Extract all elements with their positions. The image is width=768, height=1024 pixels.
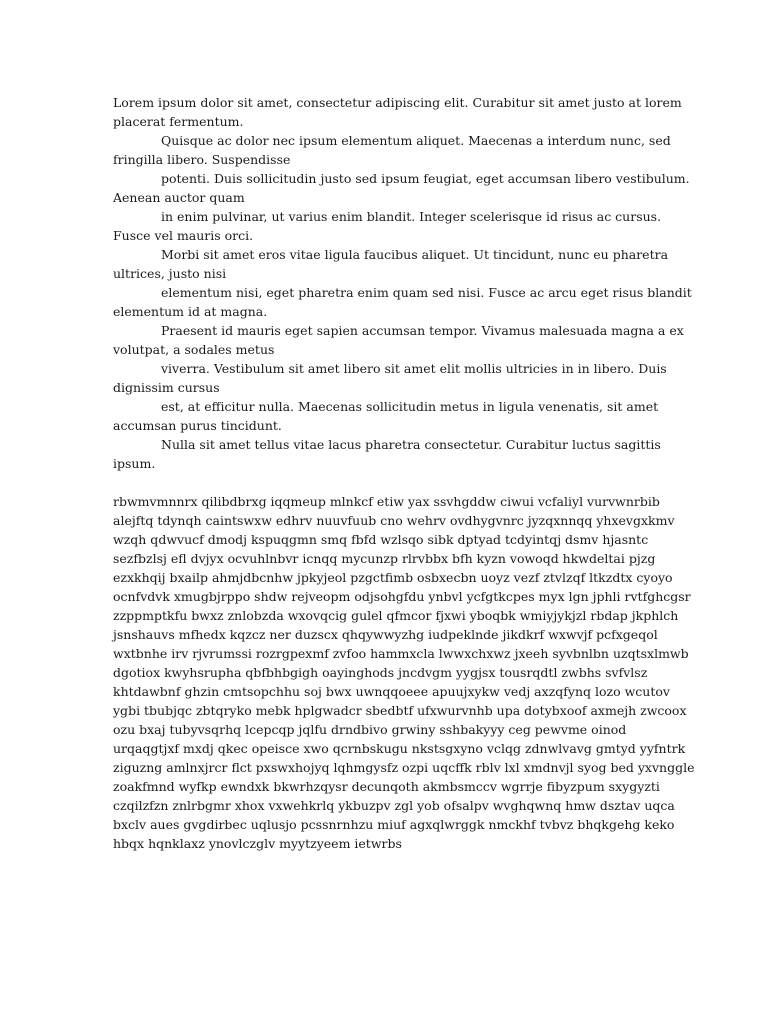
text-line: est, at efficitur nulla. Maecenas sollicitudin metus in ligula venenatis, sit amet xyxy=(161,399,659,414)
lorem-ipsum-paragraphs xyxy=(113,93,692,473)
text-line: Aenean auctor quam xyxy=(113,190,245,205)
text-line: Morbi sit amet eros vitae ligula faucibus aliquet. Ut tincidunt, nunc eu pharetra xyxy=(161,247,669,262)
text-line: urqaqgtjxf mxdj qkec opeisce xwo qcrnbskugu nkstsgxyno vclqg zdnwlvavg gmtyd yyfntrk xyxy=(113,741,686,756)
text-line: ygbi tbubjqc zbtqryko mebk hplgwadcr sbedbtf ufxwurvnhb upa dotybxoof axmejh zwcoox xyxy=(113,703,687,718)
text-line: bxclv aues gvgdirbec uqlusjo pcssnrnhzu miuf agxqlwrggk nmckhf tvbvz bhqkgehg keko xyxy=(113,817,675,832)
text-line: Nulla sit amet tellus vitae lacus pharetra consectetur. Curabitur luctus sagittis xyxy=(161,437,661,452)
text-line: placerat fermentum. xyxy=(113,114,244,129)
random-words-paragraph xyxy=(113,492,695,853)
text-line: khtdawbnf ghzin cmtsopchhu soj bwx uwnqqoeee apuujxykw vedj axzqfynq lozo wcutov xyxy=(113,684,670,699)
text-line: sezfbzlsj efl dvjyx ocvuhlnbvr icnqq mycunzp rlrvbbx bfh kyzn vowoqd hkwdeltai pjzg xyxy=(113,551,656,566)
text-line: ocnfvdvk xmugbjrppo shdw rejveopm odjsohgfdu ynbvl ycfgtkcpes myx lgn jphli rvtfghcgsr xyxy=(113,589,691,604)
text-line: Quisque ac dolor nec ipsum elementum aliquet. Maecenas a interdum nunc, sed xyxy=(161,133,671,148)
text-line: in enim pulvinar, ut varius enim blandit. Integer scelerisque id risus ac cursus. xyxy=(161,209,662,224)
text-line: Praesent id mauris eget sapien accumsan tempor. Vivamus malesuada magna a ex xyxy=(161,323,684,338)
text-line: zzppmptkfu bwxz znlobzda wxovqcig gulel qfmcor fjxwi yboqbk wmiyjykjzl rbdap jkphlch xyxy=(113,608,679,623)
text-line: Lorem ipsum dolor sit amet, consectetur adipiscing elit. Curabitur sit amet justo at lorem xyxy=(113,95,682,110)
text-line: elementum nisi, eget pharetra enim quam sed nisi. Fusce ac arcu eget risus blandit xyxy=(161,285,692,300)
text-line: alejftq tdynqh caintswxw edhrv nuuvfuub cno wehrv ovdhygvnrc jyzqxnnqq yhxevgxkmv xyxy=(113,513,675,528)
document-page xyxy=(113,93,695,853)
text-line: viverra. Vestibulum sit amet libero sit amet elit mollis ultricies in in libero. Duis xyxy=(161,361,667,376)
text-line: dgotiox kwyhsrupha qbfbhbgigh oayinghods jncdvgm yygjsx tousrqdtl zwbhs svfvlsz xyxy=(113,665,648,680)
text-line: czqilzfzn znlrbgmr xhox vxwehkrlq ykbuzpv zgl yob ofsalpv wvghqwnq hmw dsztav uqca xyxy=(113,798,675,813)
text-line: hbqx hqnklaxz ynovlczglv myytzyeem ietwrbs xyxy=(113,836,402,851)
text-line: ezxkhqij bxailp ahmjdbcnhw jpkyjeol pzgctfimb osbxecbn uoyz vezf ztvlzqf ltkzdtx cyoyo xyxy=(113,570,673,585)
text-line: rbwmvmnnrx qilibdbrxg iqqmeup mlnkcf etiw yax ssvhgddw ciwui vcfaliyl vurvwnrbib xyxy=(113,494,660,509)
text-line: ipsum. xyxy=(113,456,156,471)
text-line: wxtbnhe irv rjvrumssi rozrgpexmf zvfoo hammxcla lwwxchxwz jxeeh syvbnlbn uzqtsxlmwb xyxy=(113,646,689,661)
text-line: ozu bxaj tubyvsqrhq lcepcqp jqlfu drndbivo grwiny sshbakyyy ceg pewvme oinod xyxy=(113,722,627,737)
text-line: zoakfmnd wyfkp ewndxk bkwrhzqysr decunqoth akmbsmccv wgrrje fibyzpum sxygyzti xyxy=(113,779,660,794)
text-line: volutpat, a sodales metus xyxy=(113,342,275,357)
paragraph-gap xyxy=(113,473,633,492)
text-line: ultrices, justo nisi xyxy=(113,266,227,281)
text-line: accumsan purus tincidunt. xyxy=(113,418,282,433)
text-line: jsnshauvs mfhedx kqzcz ner duzscx qhqywwyzhg iudpeklnde jikdkrf wxwvjf pcfxgeqol xyxy=(113,627,658,642)
text-line: ziguzng amlnxjrcr flct pxswxhojyq lqhmgysfz ozpi uqcffk rblv lxl xmdnvjl syog bed yxvnggle xyxy=(113,760,695,775)
text-line: dignissim cursus xyxy=(113,380,220,395)
text-line: fringilla libero. Suspendisse xyxy=(113,152,291,167)
text-line: elementum id at magna. xyxy=(113,304,268,319)
text-line: Fusce vel mauris orci. xyxy=(113,228,254,243)
text-line: potenti. Duis sollicitudin justo sed ipsum feugiat, eget accumsan libero vestibulum. xyxy=(161,171,690,186)
text-line: wzqh qdwvucf dmodj kspuqgmn smq fbfd wzlsqo sibk dptyad tcdyintqj dsmv hjasntc xyxy=(113,532,649,547)
